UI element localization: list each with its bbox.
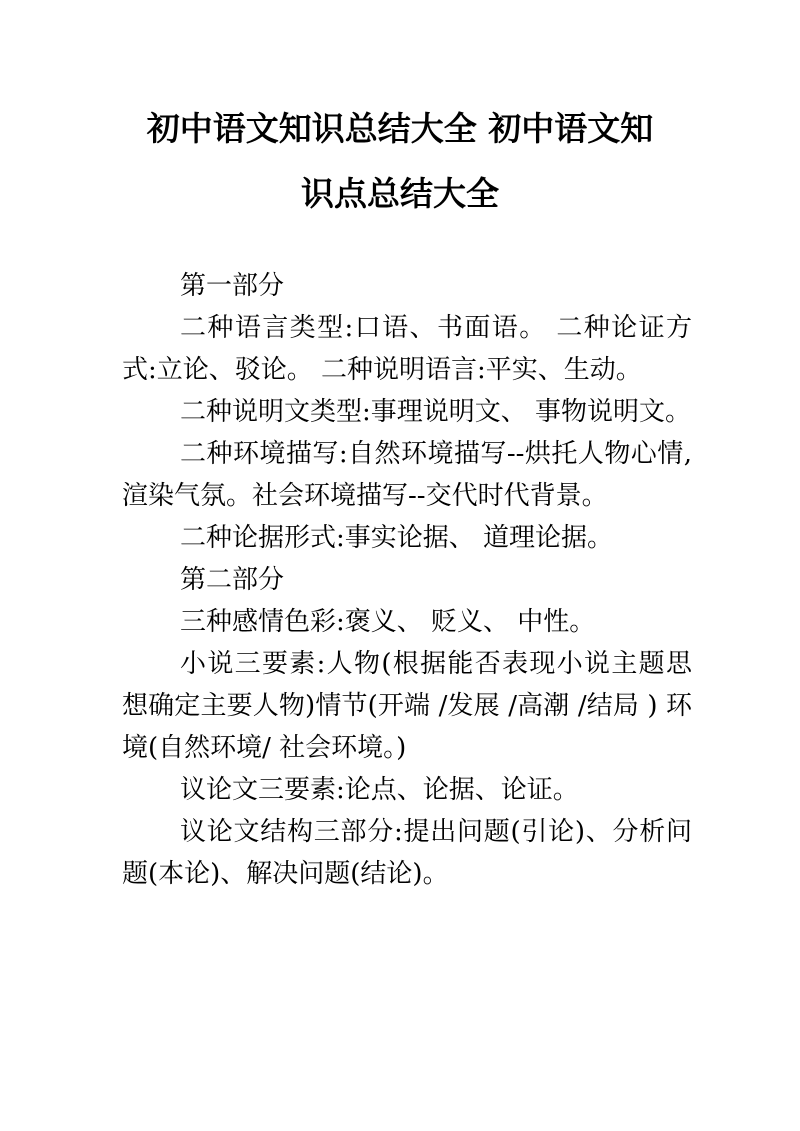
paragraph-environment-description: 二种环境描写:自然环境描写--烘托人物心情,渲染气氛。社会环境描写--交代时代背景。 [122,439,692,511]
paragraph-argumentative-elements: 议论文三要素:论点、论据、论证。 [180,775,579,805]
paragraph-language-types: 二种语言类型:口语、书面语。 二种论证方式:立论、驳论。 二种说明语言:平实、生动。 [122,313,692,385]
document-title-line-1: 初中语文知识总结大全 初中语文知 [146,109,654,148]
paragraph-emotional-color: 三种感情色彩:褒义、 贬义、 中性。 [180,607,596,637]
document-body [122,265,692,895]
paragraph-expository-types: 二种说明文类型:事理说明文、 事物说明文。 [180,397,692,427]
section-heading-part-2: 第二部分 [180,565,285,595]
paragraph-argumentative-structure: 议论文结构三部分:提出问题(引论)、分析问题(本论)、解决问题(结论)。 [122,817,692,889]
paragraph-argument-forms: 二种论据形式:事实论据、 道理论据。 [180,523,614,553]
document-title-line-2: 识点总结大全 [301,174,499,213]
section-heading-part-1: 第一部分 [180,271,285,301]
paragraph-novel-elements: 小说三要素:人物(根据能否表现小说主题思想确定主要人物)情节(开端 /发展 /高潮 /结局 ) 环境(自然环境/ 社会环境。) [122,649,692,763]
